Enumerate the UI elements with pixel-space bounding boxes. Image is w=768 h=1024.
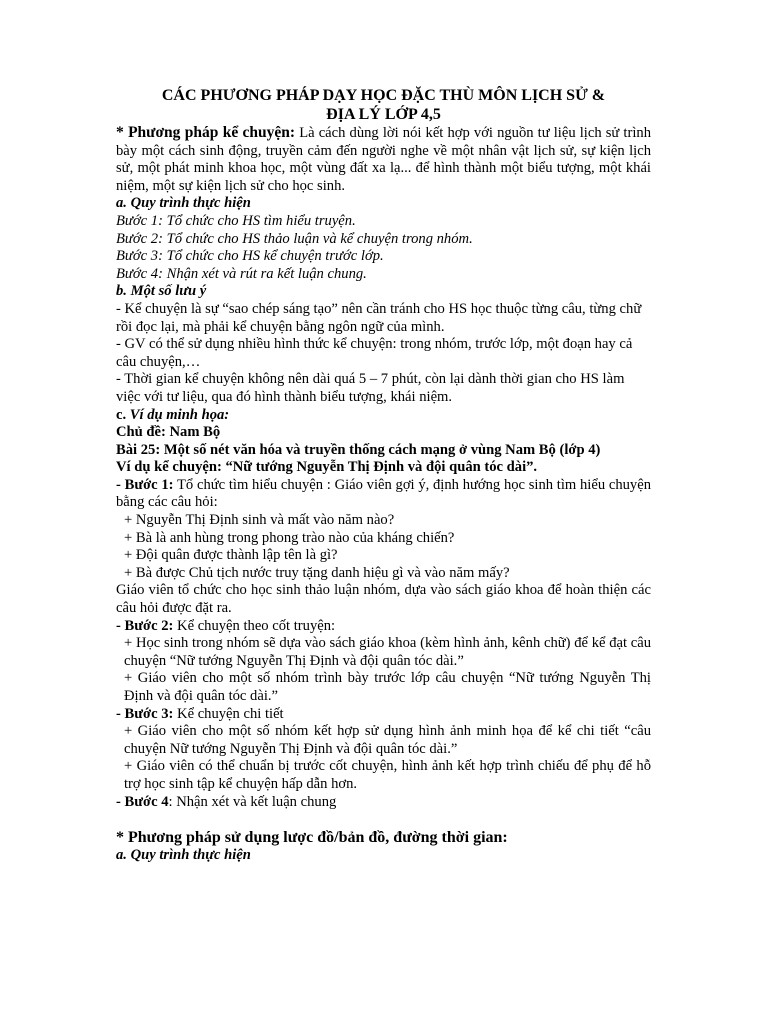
storytelling-definition: Là cách dùng lời nói kết hợp với nguồn tư liệu lịch sử trình bày một cách sinh động, truyền cảm đến người nghe về một nhân vật lịch sử, sự kiện lịch sử, một phát minh khoa học, một vùng đất xa lạ... để hình thành một biểu tượng, một khái niệm, một sự kiện lịch sử cho học sinh.: [116, 125, 651, 194]
step-2-text: Kể chuyện theo cốt truyện:: [173, 617, 336, 634]
notes-heading: b. Một số lưu ý: [116, 283, 207, 300]
question-4: + Bà được Chủ tịch nước truy tặng danh hiệu gì và vào năm mấy?: [124, 564, 510, 581]
procedure-step-1: Bước 1: Tổ chức cho HS tìm hiểu truyện.: [116, 212, 356, 229]
question-2: + Bà là anh hùng trong phong trào nào của kháng chiến?: [124, 529, 455, 546]
procedure-step-3: Bước 3: Tổ chức cho HS kể chuyện trước lớp.: [116, 248, 384, 265]
maps-procedure-heading: a. Quy trình thực hiện: [116, 847, 251, 864]
step-1-label: - Bước 1:: [116, 476, 174, 493]
step-3-item-2: + Giáo viên có thể chuẩn bị trước cốt chuyện, hình ảnh kết hợp trình chiếu để phụ để hỗ trợ học sinh tập kể chuyện hấp dẫn hơn.: [124, 758, 651, 792]
note-3-line-1: - Thời gian kể chuyện không nên dài quá 5 – 7 phút, còn lại dành thời gian cho HS làm: [116, 371, 625, 388]
step-3-text: Kể chuyện chi tiết: [173, 705, 284, 722]
step-1-paragraph: [116, 477, 651, 512]
example-heading-text: Ví dụ minh họa:: [126, 406, 230, 423]
step-4-label: - Bước 4: [116, 793, 169, 810]
story-line: Ví dụ kể chuyện: “Nữ tướng Nguyễn Thị Định và đội quân tóc dài”.: [116, 459, 538, 476]
maps-section-heading: * Phương pháp sử dụng lược đồ/bản đồ, đường thời gian:: [116, 829, 508, 847]
procedure-heading: a. Quy trình thực hiện: [116, 195, 251, 212]
topic-line: Chủ đề: Nam Bộ: [116, 424, 221, 441]
step-2-paragraph: [116, 618, 651, 636]
step-2-item-2: + Giáo viên cho một số nhóm trình bày trước lớp câu chuyện “Nữ tướng Nguyễn Thị Định và đội quân tóc dài.”: [124, 670, 651, 704]
lesson-line: Bài 25: Một số nét văn hóa và truyền thống cách mạng ở vùng Nam Bộ (lớp 4): [116, 441, 601, 458]
step-4-paragraph: [116, 794, 651, 812]
question-1: + Nguyễn Thị Định sinh và mất vào năm nào?: [124, 512, 395, 529]
step-1-after: Giáo viên tổ chức cho học sinh thảo luận nhóm, dựa vào sách giáo khoa để hoàn thiện các câu hỏi được đặt ra.: [116, 582, 651, 617]
step-3-label: Bước 3:: [124, 705, 174, 722]
step-4-text: : Nhận xét và kết luận chung: [168, 793, 337, 810]
example-prefix: c.: [116, 406, 127, 423]
procedure-step-2: Bước 2: Tổ chức cho HS thảo luận và kể chuyện trong nhóm.: [116, 230, 473, 247]
note-3-line-2: việc với tư liệu, qua đó hình thành biểu tượng, khái niệm.: [116, 388, 453, 405]
step-2-prefix: -: [116, 617, 125, 634]
note-2-line-1: - GV có thể sử dụng nhiều hình thức kể chuyện: trong nhóm, trước lớp, một đoạn hay cả: [116, 336, 633, 353]
step-3-paragraph: [116, 706, 651, 724]
storytelling-intro: [116, 124, 651, 195]
note-1-line-1: - Kể chuyện là sự “sao chép sáng tạo” nên cần tránh cho HS học thuộc từng câu, từng chữ: [116, 300, 642, 317]
example-heading: [116, 407, 651, 425]
note-1-line-2: rồi đọc lại, mà phải kể chuyện bằng ngôn ngữ của mình.: [116, 318, 445, 335]
step-2-item-1: + Học sinh trong nhóm sẽ dựa vào sách giáo khoa (kèm hình ảnh, kênh chữ) để kể đạt câu chuyện “Nữ tướng Nguyễn Thị Định và đội quân tóc dài.”: [124, 635, 651, 669]
step-3-item-1: + Giáo viên cho một số nhóm kết hợp sử dụng hình ảnh minh họa để kể chi tiết “câu chuyện Nữ tướng Nguyễn Thị Định và đội quân tóc dài.”: [124, 723, 651, 757]
step-1-text: Tổ chức tìm hiểu chuyện : Giáo viên gợi ý, định hướng học sinh tìm hiểu chuyện bằng các câu hỏi:: [116, 476, 652, 511]
title-line-2: ĐỊA LÝ LỚP 4,5: [326, 106, 441, 123]
question-3: + Đội quân được thành lập tên là gì?: [124, 547, 338, 564]
step-3-prefix: -: [116, 705, 125, 722]
note-2-line-2: câu chuyện,…: [116, 353, 201, 370]
step-2-label: Bước 2:: [124, 617, 174, 634]
document-title: [116, 86, 651, 124]
storytelling-label: * Phương pháp kể chuyện:: [116, 124, 296, 141]
procedure-step-4: Bước 4: Nhận xét và rút ra kết luận chung.: [116, 265, 367, 282]
title-line-1: CÁC PHƯƠNG PHÁP DẠY HỌC ĐẶC THÙ MÔN LỊCH SỬ &: [161, 87, 606, 104]
